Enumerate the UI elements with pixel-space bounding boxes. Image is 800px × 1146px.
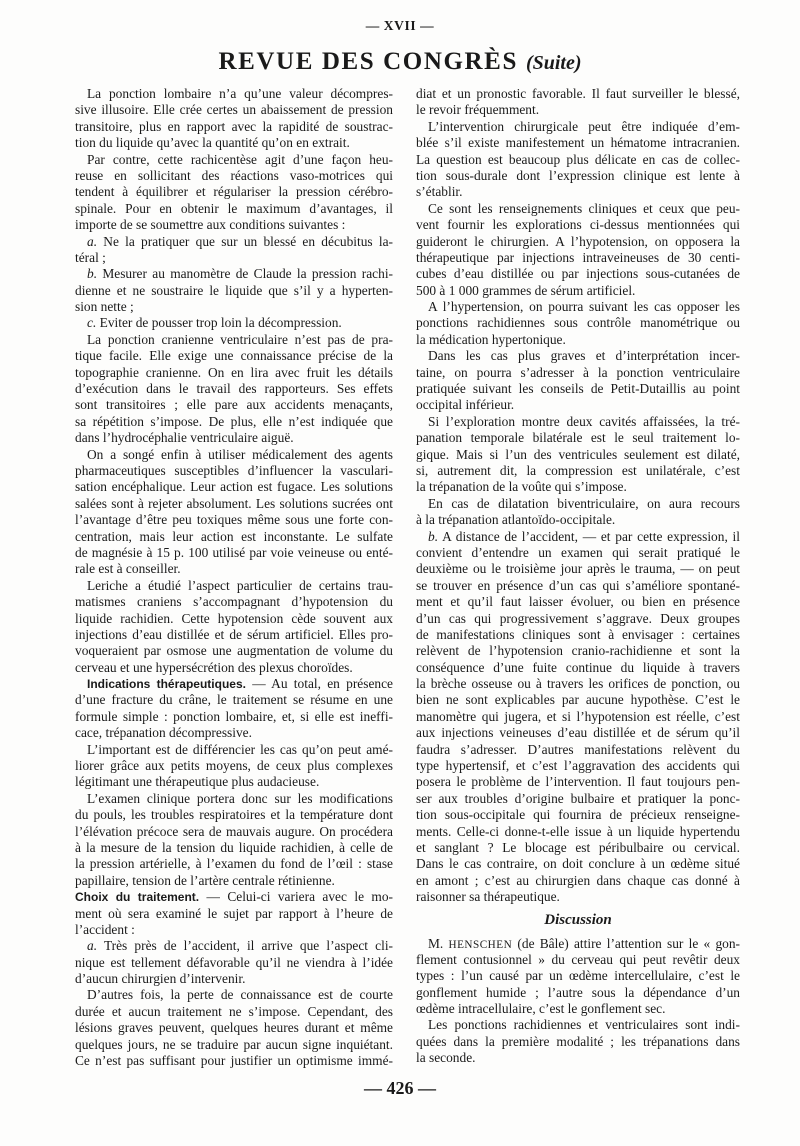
text-line: œdème intracellulaire, c’est le gonflement sec. xyxy=(416,1001,666,1017)
text-line: la seconde. xyxy=(416,1050,476,1066)
text-line: injections d’eau distillée et de sérum artificiel. Elles pro- xyxy=(75,626,393,642)
paragraph xyxy=(75,889,393,938)
text-line: A l’hypertension, on pourra suivant les cas opposer les xyxy=(428,299,740,315)
text-run: M. xyxy=(428,935,449,951)
text-line: matismes craniens s’accompagnant d’hypotension du xyxy=(75,594,393,610)
paragraph xyxy=(75,791,393,889)
text-line: quelques jours, ne se traduire par aucun signe inquiétant. xyxy=(75,1036,393,1052)
text-run: — Celui-ci variera avec le mo- xyxy=(199,889,393,905)
paragraph xyxy=(416,119,740,201)
list-marker: b. xyxy=(428,528,439,544)
text-line: La ponction cranienne ventriculaire n’est pas de pra- xyxy=(87,331,393,347)
text-line: sion nette ; xyxy=(75,299,134,315)
text-line: la pression artérielle, à l’examen du fond de l’œil : stase xyxy=(75,856,393,872)
text-line: conséquence d’une fuite continue du liquide à travers xyxy=(416,659,740,675)
text-line: flement contusionnel » du cerveau qui peut revêtir deux xyxy=(416,951,740,967)
run-in-heading: Indications thérapeutiques. xyxy=(87,677,246,692)
text-line: Si l’exploration montre deux cavités affaissées, la tré- xyxy=(428,413,740,429)
text-run: — Au total, en présence xyxy=(245,676,393,692)
text-line: si, autrement dit, la compression est unilatérale, c’est xyxy=(416,462,740,478)
text-line: faudra s’adresser. D’autres manifestations relèvent du xyxy=(416,741,740,757)
paragraph xyxy=(75,447,393,578)
text-line: sont transitoires ; elle pare aux accidents menaçants, xyxy=(75,397,393,413)
text-line: L’important est de différencier les cas qu’on peut amé- xyxy=(87,741,393,757)
text-line: rale est à conseiller. xyxy=(75,561,181,577)
text-line: papillaire, tension de l’artère centrale rétinienne. xyxy=(75,872,335,888)
paragraph xyxy=(75,86,393,152)
list-marker: c. xyxy=(87,315,97,331)
text-line: du pouls, les troubles respiratoires et la température dont xyxy=(75,807,393,823)
text-line: relèvent de l’hypotension cranio-rachidienne et sont la xyxy=(416,643,740,659)
text-line xyxy=(416,936,740,952)
text-line: La question est beaucoup plus délicate en cas de collec- xyxy=(416,151,740,167)
text-line xyxy=(416,529,740,545)
text-line xyxy=(75,889,393,905)
text-line xyxy=(75,676,393,692)
text-line: salées sont à rejeter absolument. Les solutions sucrées ont xyxy=(75,495,393,511)
text-line: Leriche a étudié l’aspect particulier de certains trau- xyxy=(87,577,393,593)
text-line: Dans les cas plus graves et d’interprétation incer- xyxy=(428,348,740,364)
text-line: l’élévation précoce sera de mauvais augure. On procédera xyxy=(75,823,393,839)
discussion-heading: Discussion xyxy=(544,911,612,928)
paragraph xyxy=(416,1017,740,1066)
text-line: cace, trépanation décompressive. xyxy=(75,725,252,741)
paragraph xyxy=(75,987,393,1069)
text-line: d’aucun chirurgien d’intervenir. xyxy=(75,971,246,987)
section-title-row xyxy=(0,47,800,80)
paragraph xyxy=(416,496,740,529)
text-line: importe de se soumettre aux conditions suivantes : xyxy=(75,217,346,233)
paragraph xyxy=(416,414,740,496)
paragraph xyxy=(75,578,393,676)
text-line: durée et aucun traitement ne s’impose. Cependant, des xyxy=(75,1003,393,1019)
paragraph xyxy=(75,266,393,315)
text-line: convient d’entendre un examen qui serait pratiqué le xyxy=(416,544,740,560)
author-name: HENSCHEN xyxy=(448,938,513,951)
text-line: l’accident : xyxy=(75,921,135,937)
text-line: manomètre qui jugera, et si l’hypotension est réelle, c’est xyxy=(416,708,740,724)
text-line: sive illusoire. Elle crée certes un abaissement de pression xyxy=(75,102,393,118)
text-line: On a songé enfin à utiliser médicalement des agents xyxy=(87,446,393,462)
text-line: guideront le chirurgien. A l’hypotension, on opposera la xyxy=(416,233,740,249)
text-line: dienne et ne soustraire le liquide que s’il y a hyperten- xyxy=(75,282,393,298)
text-line: cubes d’eau distillée ou par injections sous-cutanées de xyxy=(416,266,740,282)
text-line: posera le problème de l’intervention. Il faut toujours pen- xyxy=(416,774,740,790)
text-line: Les ponctions rachidiennes et ventriculaires sont indi- xyxy=(428,1017,740,1033)
paragraph xyxy=(75,315,393,331)
text-line: d’une fracture du crâne, le traitement se résume en une xyxy=(75,692,393,708)
text-line: transitoire, plus en rapport avec la rapidité de soustrac- xyxy=(75,118,393,134)
text-line: L’intervention chirurgicale peut être indiquée d’em- xyxy=(428,118,740,134)
text-run: Mesurer au manomètre de Claude la pression rachi- xyxy=(97,266,393,282)
paragraph xyxy=(75,152,393,234)
text-line: sation encéphalique. Leur action est fugace. Les solutions xyxy=(75,479,393,495)
text-line xyxy=(75,315,393,331)
paragraph xyxy=(416,86,740,119)
running-head-folio: — XVII — xyxy=(365,18,435,33)
text-run: A distance de l’accident, — et par cette expression, il xyxy=(438,528,740,544)
run-in-heading: Choix du traitement. xyxy=(75,890,200,905)
paragraph xyxy=(416,299,740,348)
text-line: Ce n’est pas suffisant pour justifier un optimisme immé- xyxy=(75,1053,393,1069)
text-line: d’un cas qui progressivement s’aggrave. Deux groupes xyxy=(416,610,740,626)
text-line: ments. Celle-ci donne-t-elle issue à un liquide hypertendu xyxy=(416,823,740,839)
text-line: panation temporale bilatérale est le seul traitement lo- xyxy=(416,430,740,446)
left-column xyxy=(75,86,393,1069)
text-line: dans l’hydrocéphalie ventriculaire aiguë. xyxy=(75,430,294,446)
text-line: tique facile. Elle exige une connaissance précise de la xyxy=(75,348,393,364)
text-line: nique est tellement défavorable qu’il ne viendra à l’idée xyxy=(75,954,393,970)
text-line: téral ; xyxy=(75,249,106,265)
paragraph xyxy=(75,742,393,791)
text-line: deuxième ou le troisième jour après le trauma, — on peut xyxy=(416,561,740,577)
text-line: type hypertensif, et c’est l’aggravation des accidents qui xyxy=(416,758,740,774)
text-line: la brèche osseuse ou à travers les orifices de ponction, ou xyxy=(416,676,740,692)
text-line: vent fournir les explorations ci-dessus mentionnées qui xyxy=(416,217,740,233)
text-line: raisonner sa thérapeutique. xyxy=(416,889,560,905)
text-line: quées dans la première modalité ; les trépanations dans xyxy=(416,1033,740,1049)
text-line: s’établir. xyxy=(416,184,463,200)
text-line xyxy=(75,234,393,250)
text-line: Par contre, cette rachicentèse agit d’une façon heu- xyxy=(87,151,393,167)
paragraph xyxy=(75,676,393,742)
text-line: topographie cranienne. On en lira avec fruit les détails xyxy=(75,364,393,380)
text-line: blée s’il existe manifestement un hématome intracranien. xyxy=(416,135,740,151)
text-line: la trépanation de la voûte qui s’impose. xyxy=(416,479,627,495)
text-line: ponctions rachidiennes sous contrôle manométrique ou xyxy=(416,315,740,331)
page-number: — 426 — xyxy=(364,1078,436,1098)
text-line: pharmaceutiques susceptibles d’influencer la vasculari- xyxy=(75,462,393,478)
paragraph xyxy=(75,332,393,447)
text-line: légitimant une thérapeutique plus audacieuse. xyxy=(75,774,320,790)
text-line: gique. Mais si l’un des ventricules seulement est dilaté, xyxy=(416,446,740,462)
text-line: tion sous-occipitale qui fournira de précieux renseigne- xyxy=(416,807,740,823)
text-line: à la trépanation atlantoïdo-occipitale. xyxy=(416,512,616,528)
text-line: tion sous-durale dont l’expression clinique est lente à xyxy=(416,167,740,183)
text-line: types : l’un causé par un œdème intercellulaire, c’est le xyxy=(416,968,740,984)
list-marker: b. xyxy=(87,266,98,282)
text-line: à la mesure de la tension du liquide rachidien, à celle de xyxy=(75,839,393,855)
text-line: En cas de dilatation biventriculaire, on aura recours xyxy=(428,495,740,511)
text-line: occipital inférieur. xyxy=(416,397,515,413)
text-line: pratiquée suivant les conseils de Petit-Dutaillis au point xyxy=(416,381,740,397)
text-line: cerveau et une hypersécrétion des plexus choroïdes. xyxy=(75,659,353,675)
text-line: tendent à équilibrer et régulariser la pression cérébro- xyxy=(75,184,393,200)
paragraph xyxy=(75,234,393,267)
text-line: le revoir fréquemment. xyxy=(416,102,540,118)
paragraph xyxy=(416,201,740,299)
paragraph xyxy=(416,529,740,906)
text-line: 500 à 1 000 grammes de sérum artificiel. xyxy=(416,282,636,298)
text-line: spinale. Pour en obtenir le maximum d’avantages, il xyxy=(75,200,393,216)
text-line: voqueraient par osmose une augmentation de volume du xyxy=(75,643,393,659)
text-line: se trouver en présence d’un cas qui s’améliore spontané- xyxy=(416,577,740,593)
text-line: thérapeutique par injections intraveineuses de 30 centi- xyxy=(416,249,740,265)
text-line: centration, mais leur action est inconstante. Le sulfate xyxy=(75,528,393,544)
text-line: la médication hypertonique. xyxy=(416,331,566,347)
text-line: Dans le cas contraire, on doit conclure à un œdème situé xyxy=(416,856,740,872)
section-subtitle: (Suite) xyxy=(525,52,582,74)
paragraph xyxy=(75,938,393,987)
text-run: (de Bâle) attire l’attention sur le « gon- xyxy=(512,935,740,951)
text-line: lésions graves peuvent, quelques heures durant et même xyxy=(75,1020,393,1036)
text-line: diat et un pronostic favorable. Il faut surveiller le blessé, xyxy=(416,86,740,101)
right-column xyxy=(416,86,740,1067)
paragraph xyxy=(416,936,740,1018)
text-line: L’examen clinique portera donc sur les modifications xyxy=(87,790,393,806)
text-line: liorer grâce aux petits moyens, de ceux plus complexes xyxy=(75,758,393,774)
text-line: l’avantage d’être peu toxiques même sous une forte con- xyxy=(75,512,393,528)
text-line: bien ne sont explicables par aucune hypothèse. C’est le xyxy=(416,692,740,708)
text-line: ment où sera examiné le sujet par rapport à l’heure de xyxy=(75,905,393,921)
text-run: Très près de l’accident, il arrive que l’aspect cli- xyxy=(97,938,393,954)
text-line: d’exécution dans le travail des rapporteurs. Ses effets xyxy=(75,381,393,397)
text-line: en amont ; c’est au chirurgien dans chaque cas donné à xyxy=(416,872,740,888)
text-line: La ponction lombaire n’a qu’une valeur décompres- xyxy=(87,86,393,101)
text-line: reuse en sollicitant des réactions vaso-motrices qui xyxy=(75,167,393,183)
text-line xyxy=(75,938,393,954)
text-line: Ce sont les renseignements cliniques et ceux que peu- xyxy=(428,200,740,216)
list-marker: a. xyxy=(87,938,98,954)
text-line: ser aux troubles d’origine bulbaire et pratiquer la ponc- xyxy=(416,790,740,806)
text-line xyxy=(75,266,393,282)
text-line: de magnésie à 15 p. 100 utilisé par voie veineuse ou enté- xyxy=(75,544,393,560)
text-line: gonflement humide ; l’autre sous la dépendance d’un xyxy=(416,984,740,1000)
list-marker: a. xyxy=(87,233,98,249)
text-line: aux injections veineuses d’eau distillée et de sérum qu’il xyxy=(416,725,740,741)
paragraph xyxy=(416,348,740,414)
text-line: de manifestations cliniques sont à envisager : certaines xyxy=(416,626,740,642)
text-run: Eviter de pousser trop loin la décompression. xyxy=(96,315,342,331)
text-line: ment et qu’il faut laisser évoluer, ou bien en présence xyxy=(416,594,740,610)
text-run: Ne la pratiquer que sur un blessé en décubitus la- xyxy=(97,233,393,249)
text-line: taine, on pourra s’adresser à la ponction ventriculaire xyxy=(416,364,740,380)
text-line: liquide rachidien. Cette hypotension cède souvent aux xyxy=(75,610,393,626)
text-line: formule simple : ponction lombaire, et, si elle est ineffi- xyxy=(75,708,393,724)
text-line: sa répétition s’impose. De plus, elle n’est indiquée que xyxy=(75,413,393,429)
section-title: REVUE DES CONGRÈS xyxy=(218,48,518,75)
text-line: et sanglant ? Le blocage est péribulbaire ou cervical. xyxy=(416,839,740,855)
text-line: tion du liquide qu’avec la quantité qu’on en extrait. xyxy=(75,135,350,151)
text-line: D’autres fois, la perte de connaissance est de courte xyxy=(87,987,393,1003)
